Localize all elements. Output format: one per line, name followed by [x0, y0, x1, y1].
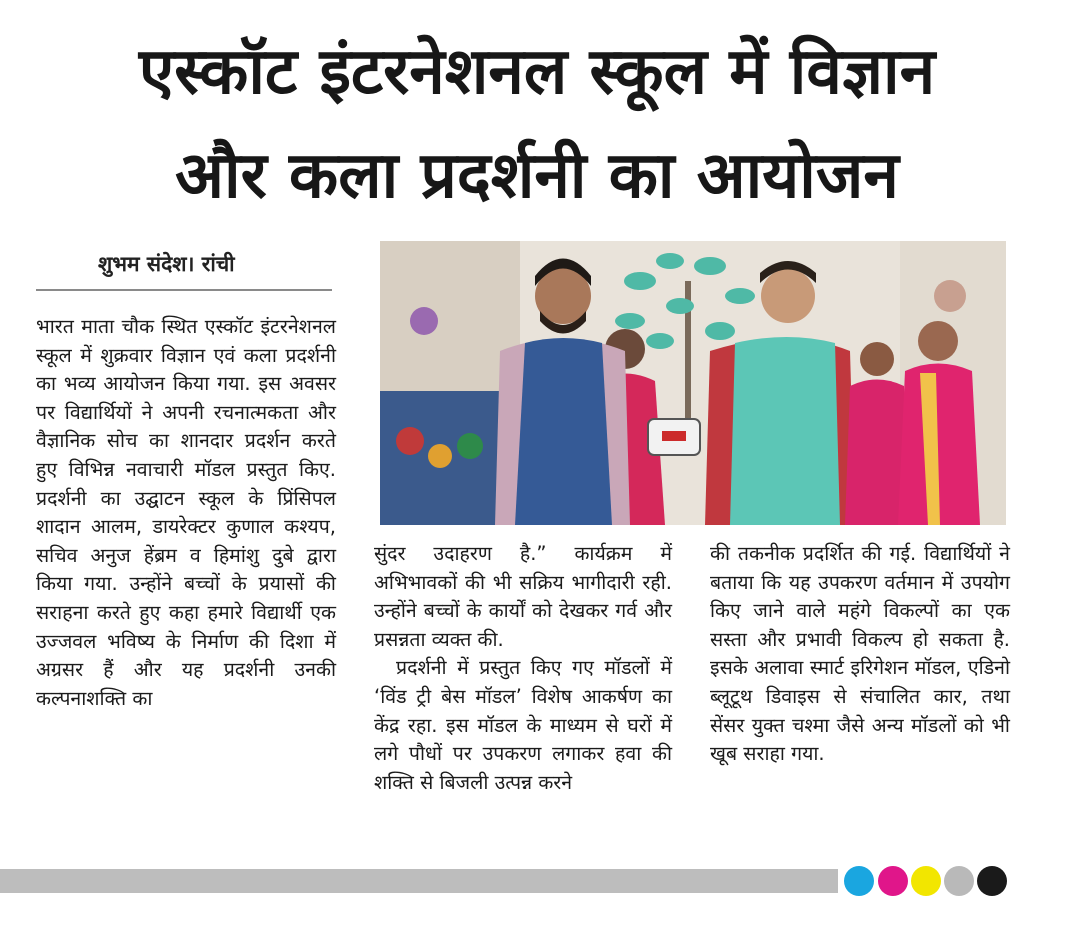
column-2-paragraph-2: प्रदर्शनी में प्रस्तुत किए गए मॉडलों में ‘विंड ट्री बेस मॉडल’ विशेष आकर्षण का केंद्र रहा. इस मॉडल के माध्यम से घरों में लगे पौधों पर उपकरण लगाकर हवा की शक्ति से बिजली उत्पन्न करने: [374, 656, 672, 794]
photo-illustration: [380, 241, 1006, 525]
article-column-3: [710, 540, 1010, 769]
headline-line-1: एस्कॉट इंटरनेशनल स्कूल में विज्ञान: [138, 35, 936, 109]
registration-dot-cyan: [844, 866, 874, 896]
article-column-1: [36, 313, 336, 713]
column-2-paragraph-1: सुंदर उदाहरण है.” कार्यक्रम में अभिभावकों की भी सक्रिय भागीदारी रही. उन्होंने बच्चों के कार्यों को देखकर गर्व और प्रसन्नता व्यक्त की.: [374, 542, 672, 651]
registration-dot-black: [977, 866, 1007, 896]
registration-dot-yellow: [911, 866, 941, 896]
byline: शुभम संदेश। रांची: [98, 252, 235, 276]
footer-bar: [0, 869, 838, 893]
registration-dot-gray: [944, 866, 974, 896]
column-3-text: की तकनीक प्रदर्शित की गई. विद्यार्थियों ने बताया कि यह उपकरण वर्तमान में उपयोग किए जाने वाले महंगे विकल्पों का एक सस्ता और प्रभावी विकल्प हो सकता है. इसके अलावा स्मार्ट इरिगेशन मॉडल, एडिनो ब्लूटूथ डिवाइस से संचालित कार, तथा सेंसर युक्त चश्मा जैसे अन्य मॉडलों को भी खूब सराहा गया.: [710, 542, 1010, 766]
byline-divider: [36, 289, 332, 291]
column-1-text: भारत माता चौक स्थित एस्कॉट इंटरनेशनल स्कूल में शुक्रवार विज्ञान एवं कला प्रदर्शनी का भव्य आयोजन किया गया. इस अवसर पर विद्यार्थियों ने अपनी रचनात्मकता और वैज्ञानिक सोच का शानदार प्रदर्शन करते हुए विभिन्न नवाचारी मॉडल प्रस्तुत किए. प्रदर्शनी का उद्घाटन स्कूल के प्रिंसिपल शादान आलम, डायरेक्टर कुणाल कश्यप, सचिव अनुज हेंब्रम व हिमांशु दुबे द्वारा किया गया. उन्होंने बच्चों के प्रयासों की सराहना करते हुए कहा हमारे विद्यार्थी एक उज्जवल भविष्य के निर्माण की दिशा में अग्रसर हैं और यह प्रदर्शनी उनकी कल्पनाशक्ति का: [36, 315, 336, 710]
headline-line-2: और कला प्रदर्शनी का आयोजन: [175, 139, 899, 213]
news-photo: [380, 241, 1006, 525]
registration-dot-magenta: [878, 866, 908, 896]
article-column-2: [374, 540, 672, 797]
